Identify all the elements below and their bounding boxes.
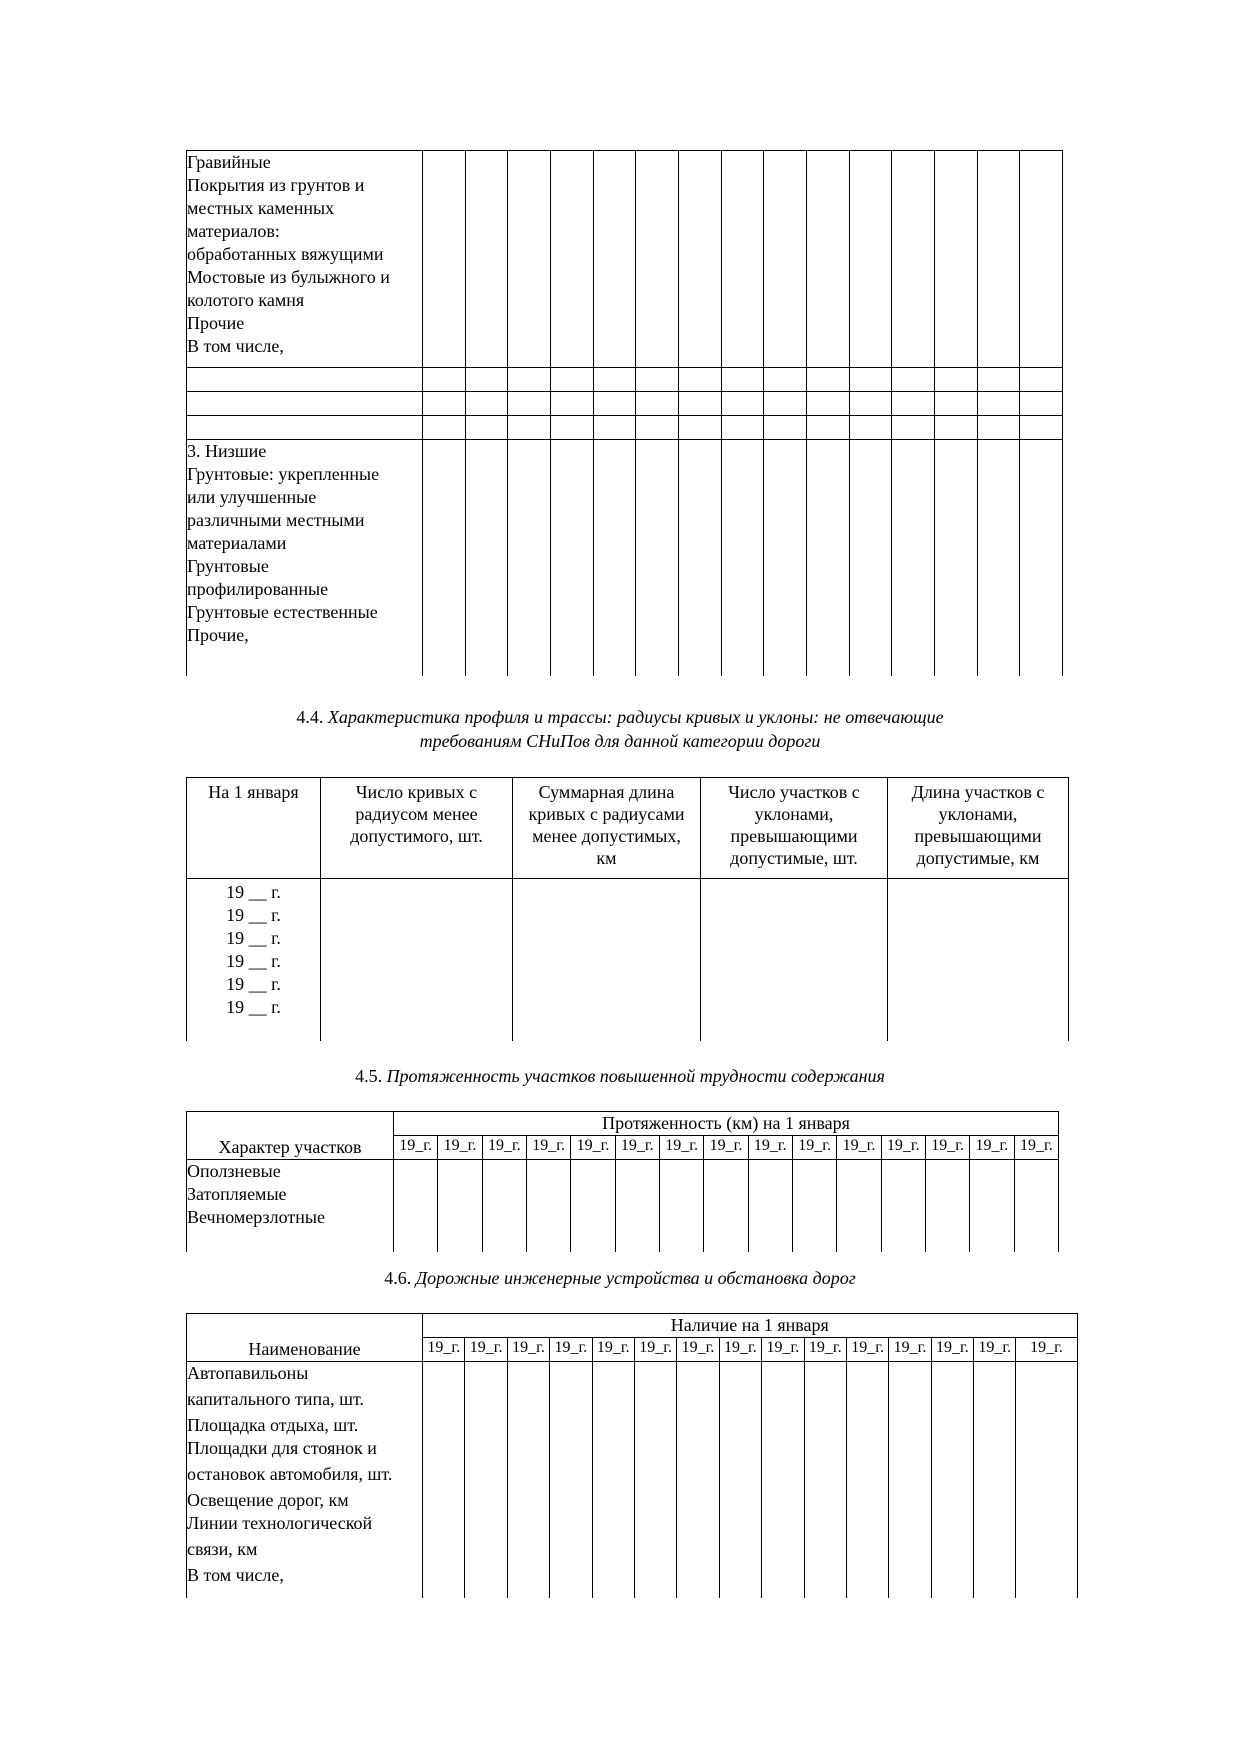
section-number: 4.4. (296, 707, 324, 727)
year-header: 19_г. (837, 1136, 881, 1160)
input-cell[interactable] (721, 440, 764, 676)
input-cell[interactable] (321, 879, 513, 1041)
input-cell[interactable] (931, 1362, 973, 1598)
input-cell[interactable] (806, 368, 849, 392)
input-cell[interactable] (888, 879, 1069, 1041)
year-header: 19_г. (970, 1136, 1014, 1160)
input-cell[interactable] (423, 440, 466, 676)
input-cell[interactable] (526, 1160, 570, 1252)
input-cell[interactable] (678, 151, 721, 368)
input-cell[interactable] (550, 1362, 592, 1598)
input-cell[interactable] (764, 392, 807, 416)
year-header: 19_г. (846, 1338, 888, 1362)
input-cell[interactable] (719, 1362, 761, 1598)
section-title: Характеристика профиля и трассы: радиусы кривых и уклоны: не отвечающие (327, 707, 944, 727)
input-cell[interactable] (636, 416, 679, 440)
input-cell[interactable] (465, 440, 508, 676)
input-cell[interactable] (764, 416, 807, 440)
table-row (187, 778, 1069, 879)
section-number: 4.5. (355, 1066, 383, 1086)
input-cell[interactable] (892, 151, 935, 368)
list-item: материалами (187, 533, 287, 553)
column-header: Число кривых с радиусом менее допустимого, шт. (321, 778, 513, 879)
input-cell[interactable] (187, 416, 423, 440)
year-header: 19_г. (931, 1338, 973, 1362)
input-cell[interactable] (977, 368, 1020, 392)
section-4-4-title (0, 705, 1240, 753)
input-cell[interactable] (678, 368, 721, 392)
input-cell[interactable] (764, 440, 807, 676)
input-cell[interactable] (925, 1160, 969, 1252)
section-number: 4.6. (384, 1268, 412, 1288)
input-cell[interactable] (678, 392, 721, 416)
input-cell[interactable] (934, 392, 977, 416)
surface-types-block2 (187, 440, 423, 676)
input-cell[interactable] (550, 440, 593, 676)
input-cell[interactable] (764, 151, 807, 368)
input-cell[interactable] (465, 416, 508, 440)
input-cell[interactable] (550, 416, 593, 440)
input-cell[interactable] (571, 1160, 615, 1252)
list-item: Грунтовые: укрепленные (187, 464, 380, 484)
input-cell[interactable] (846, 1362, 888, 1598)
input-cell[interactable] (438, 1160, 482, 1252)
list-item: колотого камня (187, 290, 305, 310)
list-item: Прочие (187, 313, 245, 333)
input-cell[interactable] (423, 392, 466, 416)
list-item: Площадки для стоянок и (187, 1438, 377, 1458)
year-header: 19_г. (762, 1338, 804, 1362)
list-item: 3. Низшие (187, 441, 267, 461)
year-header: 19_г. (659, 1136, 703, 1160)
year-header: 19_г. (881, 1136, 925, 1160)
input-cell[interactable] (634, 1362, 676, 1598)
column-header: Суммарная длина кривых с радиусами менее допустимых, км (513, 778, 701, 879)
row-labels (187, 1160, 394, 1252)
input-cell[interactable] (592, 1362, 634, 1598)
list-item: различными местными (187, 510, 365, 530)
road-equipment-table (186, 1313, 1078, 1598)
list-item: 19 __ г. (226, 928, 281, 948)
input-cell[interactable] (1014, 1160, 1058, 1252)
group-header: Наличие на 1 января (423, 1314, 1078, 1338)
list-item: профилированные (187, 579, 329, 599)
table-row (187, 1314, 1078, 1338)
input-cell[interactable] (806, 416, 849, 440)
list-item: В том числе, (187, 336, 284, 356)
list-item: материалов: (187, 221, 280, 241)
input-cell[interactable] (721, 151, 764, 368)
input-cell[interactable] (508, 151, 551, 368)
input-cell[interactable] (837, 1160, 881, 1252)
input-cell[interactable] (593, 440, 636, 676)
group-header: Протяженность (км) на 1 января (394, 1112, 1059, 1136)
input-cell[interactable] (849, 392, 892, 416)
year-header: 19_г. (482, 1136, 526, 1160)
input-cell[interactable] (977, 392, 1020, 416)
year-header: 19_г. (677, 1338, 719, 1362)
input-cell[interactable] (721, 368, 764, 392)
surface-types-table (186, 150, 1063, 676)
year-header: 19_г. (423, 1338, 465, 1362)
year-header: 19_г. (792, 1136, 836, 1160)
year-header: 19_г. (748, 1136, 792, 1160)
list-item: Линии технологической (187, 1513, 373, 1533)
list-item: Автопавильоны (187, 1363, 309, 1383)
year-header: 19_г. (571, 1136, 615, 1160)
table-row (187, 879, 1069, 1041)
table-row (187, 1160, 1059, 1252)
year-list (187, 879, 321, 1041)
input-cell[interactable] (849, 416, 892, 440)
input-cell[interactable] (465, 392, 508, 416)
year-header: 19_г. (592, 1338, 634, 1362)
input-cell[interactable] (593, 416, 636, 440)
year-header: 19_г. (889, 1338, 931, 1362)
input-cell[interactable] (550, 368, 593, 392)
input-cell[interactable] (508, 392, 551, 416)
row-header: Наименование (187, 1338, 423, 1362)
input-cell[interactable] (748, 1160, 792, 1252)
list-item: или улучшенные (187, 487, 317, 507)
input-cell[interactable] (1020, 151, 1063, 368)
list-item: Покрытия из грунтов и (187, 175, 365, 195)
table-row (187, 416, 1063, 440)
list-item: связи, км (187, 1539, 258, 1559)
input-cell[interactable] (806, 392, 849, 416)
input-cell[interactable] (1016, 1362, 1077, 1598)
year-header: 19_г. (465, 1338, 507, 1362)
input-cell[interactable] (659, 1160, 703, 1252)
input-cell[interactable] (934, 440, 977, 676)
table-row (187, 151, 1063, 368)
list-item: Грунтовые естественные (187, 602, 378, 622)
year-header: 19_г. (704, 1136, 748, 1160)
input-cell[interactable] (636, 392, 679, 416)
input-cell[interactable] (764, 368, 807, 392)
input-cell[interactable] (677, 1362, 719, 1598)
input-cell[interactable] (889, 1362, 931, 1598)
input-cell[interactable] (394, 1160, 438, 1252)
input-cell[interactable] (704, 1160, 748, 1252)
input-cell[interactable] (892, 368, 935, 392)
input-cell[interactable] (892, 440, 935, 676)
input-cell[interactable] (482, 1160, 526, 1252)
curves-slopes-table (186, 777, 1069, 1041)
input-cell[interactable] (974, 1362, 1016, 1598)
year-header: 19_г. (1014, 1136, 1058, 1160)
year-header: 19_г. (526, 1136, 570, 1160)
input-cell[interactable] (892, 416, 935, 440)
input-cell[interactable] (636, 151, 679, 368)
input-cell[interactable] (1020, 416, 1063, 440)
input-cell[interactable] (849, 440, 892, 676)
list-item: 19 __ г. (226, 974, 281, 994)
empty-header (187, 1112, 394, 1136)
year-header: 19_г. (615, 1136, 659, 1160)
list-item: обработанных вяжущими (187, 244, 384, 264)
list-item: остановок автомобиля, шт. (187, 1464, 393, 1484)
list-item: Грунтовые (187, 556, 269, 576)
year-header: 19_г. (925, 1136, 969, 1160)
table-row (187, 1338, 1078, 1362)
year-header: 19_г. (634, 1338, 676, 1362)
list-item: В том числе, (187, 1565, 284, 1585)
list-item: Вечномерзлотные (187, 1207, 325, 1227)
list-item: Освещение дорог, км (187, 1490, 349, 1510)
input-cell[interactable] (465, 368, 508, 392)
column-header: На 1 января (187, 778, 321, 879)
column-header: Длина участков с уклонами, превышающими допустимые, км (888, 778, 1069, 879)
input-cell[interactable] (187, 392, 423, 416)
year-header: 19_г. (974, 1338, 1016, 1362)
empty-header (187, 1314, 423, 1338)
input-cell[interactable] (849, 368, 892, 392)
input-cell[interactable] (792, 1160, 836, 1252)
input-cell[interactable] (423, 151, 466, 368)
list-item: Площадка отдыха, шт. (187, 1415, 359, 1435)
input-cell[interactable] (678, 440, 721, 676)
table-row (187, 1136, 1059, 1160)
table-row (187, 440, 1063, 676)
input-cell[interactable] (1020, 392, 1063, 416)
list-item: Оползневые (187, 1161, 281, 1181)
input-cell[interactable] (465, 1362, 507, 1598)
column-header: Число участков с уклонами, превышающими допустимые, шт. (701, 778, 888, 879)
section-4-5-title (0, 1064, 1240, 1088)
input-cell[interactable] (849, 151, 892, 368)
list-item: 19 __ г. (226, 882, 281, 902)
list-item: Гравийные (187, 152, 271, 172)
list-item: 19 __ г. (226, 997, 281, 1017)
input-cell[interactable] (806, 440, 849, 676)
input-cell[interactable] (508, 368, 551, 392)
list-item: 19 __ г. (226, 905, 281, 925)
table-row (187, 392, 1063, 416)
input-cell[interactable] (934, 151, 977, 368)
list-item: 19 __ г. (226, 951, 281, 971)
section-title: Протяженность участков повышенной трудности содержания (386, 1066, 885, 1086)
input-cell[interactable] (423, 416, 466, 440)
list-item: Мостовые из булыжного и (187, 267, 390, 287)
year-header: 19_г. (394, 1136, 438, 1160)
table-row (187, 368, 1063, 392)
input-cell[interactable] (804, 1362, 846, 1598)
list-item: капитального типа, шт. (187, 1389, 364, 1409)
row-labels (187, 1362, 423, 1598)
row-header: Характер участков (187, 1136, 394, 1160)
input-cell[interactable] (977, 416, 1020, 440)
year-header: 19_г. (719, 1338, 761, 1362)
input-cell[interactable] (550, 392, 593, 416)
input-cell[interactable] (934, 368, 977, 392)
input-cell[interactable] (423, 1362, 465, 1598)
year-header: 19_г. (804, 1338, 846, 1362)
input-cell[interactable] (636, 368, 679, 392)
input-cell[interactable] (934, 416, 977, 440)
year-header: 19_г. (1016, 1338, 1077, 1362)
input-cell[interactable] (1020, 368, 1063, 392)
input-cell[interactable] (513, 879, 701, 1041)
input-cell[interactable] (593, 392, 636, 416)
input-cell[interactable] (970, 1160, 1014, 1252)
input-cell[interactable] (187, 368, 423, 392)
input-cell[interactable] (721, 392, 764, 416)
year-header: 19_г. (550, 1338, 592, 1362)
input-cell[interactable] (762, 1362, 804, 1598)
table-row (187, 1112, 1059, 1136)
section-title: требованиям СНиПов для данной категории дороги (419, 731, 821, 751)
input-cell[interactable] (550, 151, 593, 368)
input-cell[interactable] (721, 416, 764, 440)
input-cell[interactable] (507, 1362, 549, 1598)
input-cell[interactable] (892, 392, 935, 416)
input-cell[interactable] (977, 440, 1020, 676)
input-cell[interactable] (701, 879, 888, 1041)
input-cell[interactable] (423, 368, 466, 392)
input-cell[interactable] (678, 416, 721, 440)
difficult-sections-table (186, 1111, 1059, 1252)
input-cell[interactable] (977, 151, 1020, 368)
input-cell[interactable] (593, 151, 636, 368)
surface-types-block1 (187, 151, 423, 368)
input-cell[interactable] (508, 416, 551, 440)
input-cell[interactable] (593, 368, 636, 392)
table-row (187, 1362, 1078, 1598)
list-item: Прочие, (187, 625, 249, 645)
input-cell[interactable] (806, 151, 849, 368)
section-4-6-title (0, 1266, 1240, 1290)
input-cell[interactable] (465, 151, 508, 368)
section-title: Дорожные инженерные устройства и обстановка дорог (415, 1268, 856, 1288)
list-item: Затопляемые (187, 1184, 287, 1204)
year-header: 19_г. (438, 1136, 482, 1160)
input-cell[interactable] (615, 1160, 659, 1252)
input-cell[interactable] (636, 440, 679, 676)
input-cell[interactable] (1020, 440, 1063, 676)
input-cell[interactable] (881, 1160, 925, 1252)
list-item: местных каменных (187, 198, 335, 218)
input-cell[interactable] (508, 440, 551, 676)
year-header: 19_г. (507, 1338, 549, 1362)
